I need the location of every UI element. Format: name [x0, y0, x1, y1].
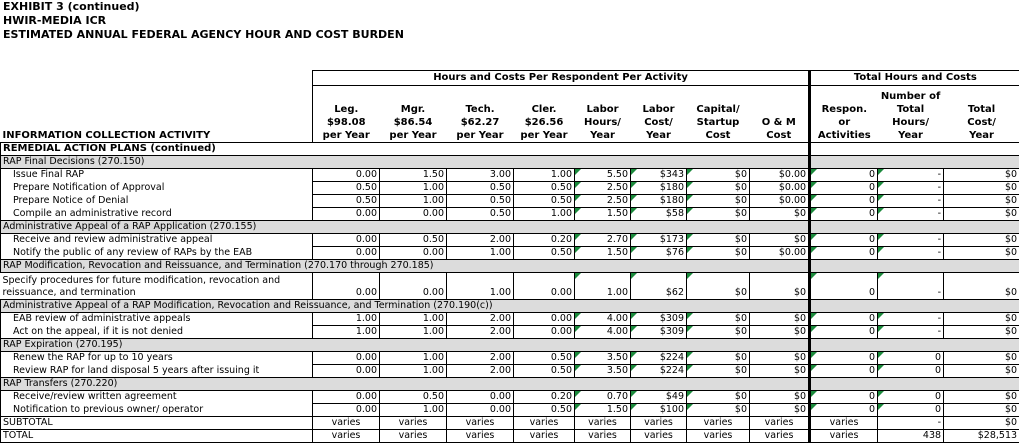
- column-header-line: Cost: [705, 130, 731, 141]
- cell-capital: $0: [687, 326, 750, 339]
- cell-leg: 0.00: [313, 247, 380, 260]
- column-header-line: Year: [646, 130, 671, 141]
- cell-labor-cost: varies: [631, 417, 687, 430]
- cell-total-cost: $0: [944, 234, 1019, 247]
- cell-cler: 0.50: [514, 247, 575, 260]
- cell-respon: varies: [810, 417, 878, 430]
- cell-leg: 0.00: [313, 352, 380, 365]
- activity-label: Compile an administrative record: [1, 208, 313, 221]
- section-total-cell: [810, 300, 1019, 313]
- column-header-line: $62.27: [460, 117, 500, 128]
- column-header-line: O & M: [761, 117, 796, 128]
- cell-labor-cost: $224: [631, 352, 687, 365]
- column-header-line: Mgr.: [400, 104, 426, 115]
- column-header-leg: [313, 86, 380, 143]
- column-header-labor-hours: [575, 86, 631, 143]
- cell-capital: $0: [687, 391, 750, 404]
- section-row: [1, 260, 1019, 273]
- cell-om: $0: [750, 313, 810, 326]
- cell-om: $0: [750, 391, 810, 404]
- total-row: [1, 417, 1019, 430]
- column-header-line: Hours/: [892, 117, 930, 128]
- section-total-cell: [810, 156, 1019, 169]
- table-row: [1, 352, 1019, 365]
- cell-capital: $0: [687, 247, 750, 260]
- cell-respon: varies: [810, 430, 878, 443]
- cell-leg: 0.50: [313, 195, 380, 208]
- column-header-line: Labor: [586, 104, 619, 115]
- column-header-line: per Year: [322, 130, 370, 141]
- cell-mgr: 1.00: [380, 404, 447, 417]
- activity-label: Renew the RAP for up to 10 years: [1, 352, 313, 365]
- column-header-labor-cost: [631, 86, 687, 143]
- cell-total-hours: 0: [878, 352, 944, 365]
- cell-mgr: 1.00: [380, 313, 447, 326]
- cell-labor-cost: $58: [631, 208, 687, 221]
- cell-labor-cost: $100: [631, 404, 687, 417]
- cell-cler: 0.00: [514, 273, 575, 300]
- cell-om: $0: [750, 365, 810, 378]
- cell-tech: 0.50: [447, 182, 514, 195]
- cell-labor-hours: 1.50: [575, 404, 631, 417]
- activity-label: Prepare Notice of Denial: [1, 195, 313, 208]
- section-label: RAP Transfers (270.220): [1, 378, 810, 391]
- cell-labor-hours: varies: [575, 430, 631, 443]
- cell-tech: 2.00: [447, 365, 514, 378]
- cell-mgr: 0.50: [380, 234, 447, 247]
- activity-label: Receive/review written agreement: [1, 391, 313, 404]
- cell-total-cost: $0: [944, 195, 1019, 208]
- cell-labor-hours: 0.70: [575, 391, 631, 404]
- table-row: [1, 247, 1019, 260]
- cell-respon: 0: [810, 404, 878, 417]
- cell-om: $0: [750, 208, 810, 221]
- cell-capital: $0: [687, 234, 750, 247]
- cell-labor-hours: varies: [575, 417, 631, 430]
- section-total-cell: [810, 260, 1019, 273]
- cell-total-cost: $28,513: [944, 430, 1019, 443]
- cell-labor-cost: $76: [631, 247, 687, 260]
- cell-cler: 0.00: [514, 326, 575, 339]
- cell-total-hours: 0: [878, 365, 944, 378]
- cell-om: $0: [750, 352, 810, 365]
- cell-respon: 0: [810, 208, 878, 221]
- cell-total-hours: -: [878, 234, 944, 247]
- cell-total-hours: 0: [878, 391, 944, 404]
- cell-respon: 0: [810, 195, 878, 208]
- table-row: [1, 208, 1019, 221]
- cell-om: $0: [750, 234, 810, 247]
- cell-capital: $0: [687, 404, 750, 417]
- cell-total-hours: 0: [878, 404, 944, 417]
- cell-cler: 0.50: [514, 352, 575, 365]
- section-row: [1, 339, 1019, 352]
- table-row: [1, 169, 1019, 182]
- cell-total-hours: -: [878, 182, 944, 195]
- cell-capital: $0: [687, 182, 750, 195]
- cell-respon: 0: [810, 313, 878, 326]
- cell-leg: 0.00: [313, 273, 380, 300]
- cell-mgr: varies: [380, 430, 447, 443]
- cell-leg: 1.00: [313, 326, 380, 339]
- cell-tech: 3.00: [447, 169, 514, 182]
- activity-label: Review RAP for land disposal 5 years after issuing it: [1, 365, 313, 378]
- cell-cler: varies: [514, 430, 575, 443]
- activity-label: SUBTOTAL: [1, 417, 313, 430]
- table-row: [1, 365, 1019, 378]
- table-row: [1, 313, 1019, 326]
- cell-om: $0.00: [750, 195, 810, 208]
- column-header-line: per Year: [520, 130, 568, 141]
- cell-capital: $0: [687, 365, 750, 378]
- column-header-total-hours: [878, 86, 944, 143]
- column-header-line: per Year: [389, 130, 437, 141]
- cell-labor-hours: 2.50: [575, 182, 631, 195]
- cell-cler: 0.50: [514, 195, 575, 208]
- column-header-line: Tech.: [465, 104, 495, 115]
- cell-tech: 2.00: [447, 352, 514, 365]
- cell-respon: 0: [810, 391, 878, 404]
- activity-column-header: INFORMATION COLLECTION ACTIVITY: [2, 130, 211, 141]
- cell-total-cost: $0: [944, 169, 1019, 182]
- cell-leg: varies: [313, 430, 380, 443]
- cell-leg: 0.00: [313, 208, 380, 221]
- activity-label: Notify the public of any review of RAPs by the EAB: [1, 247, 313, 260]
- activity-label: Act on the appeal, if it is not denied: [1, 326, 313, 339]
- cell-total-hours: -: [878, 273, 944, 300]
- cell-mgr: 0.00: [380, 247, 447, 260]
- column-header-line: Hours/: [584, 117, 621, 128]
- cell-total-cost: $0: [944, 182, 1019, 195]
- cell-respon: 0: [810, 182, 878, 195]
- cell-total-cost: $0: [944, 273, 1019, 300]
- cell-cler: 0.50: [514, 182, 575, 195]
- column-header-line: Year: [969, 130, 994, 141]
- column-header-om: [750, 86, 810, 143]
- column-header-line: $26.56: [524, 117, 564, 128]
- column-header-mgr: [380, 86, 447, 143]
- cell-total-hours: -: [878, 417, 944, 430]
- cell-tech: 0.00: [447, 391, 514, 404]
- column-header-line: $98.08: [326, 117, 366, 128]
- column-header-line: Cost/: [644, 117, 673, 128]
- column-header-line: Leg.: [334, 104, 359, 115]
- cell-labor-hours: 2.70: [575, 234, 631, 247]
- cell-total-hours: -: [878, 313, 944, 326]
- column-header-line: Startup: [696, 117, 740, 128]
- section-label: Administrative Appeal of a RAP Application (270.155): [1, 221, 810, 234]
- cell-mgr: varies: [380, 417, 447, 430]
- total-row: [1, 430, 1019, 443]
- cell-respon: 0: [810, 352, 878, 365]
- cell-total-hours: -: [878, 169, 944, 182]
- cell-leg: 1.00: [313, 313, 380, 326]
- cell-total-cost: $0: [944, 208, 1019, 221]
- cell-capital: varies: [687, 430, 750, 443]
- section-label: Administrative Appeal of a RAP Modification, Revocation and Reissuance, and Termination (270.190(c)): [1, 300, 810, 313]
- section-row: [1, 300, 1019, 313]
- column-header-line: $86.54: [393, 117, 433, 128]
- cell-respon: 0: [810, 326, 878, 339]
- cell-capital: $0: [687, 169, 750, 182]
- section-row: [1, 156, 1019, 169]
- column-header-line: Cost/: [967, 117, 996, 128]
- column-header-line: Year: [898, 130, 923, 141]
- cell-leg: 0.00: [313, 234, 380, 247]
- cell-labor-hours: 1.50: [575, 208, 631, 221]
- section-total-cell: [810, 339, 1019, 352]
- column-header-respon: [810, 86, 878, 143]
- cell-mgr: 1.00: [380, 352, 447, 365]
- cell-respon: 0: [810, 273, 878, 300]
- activity-label: EAB review of administrative appeals: [1, 313, 313, 326]
- activity-label: TOTAL: [1, 430, 313, 443]
- cell-mgr: 1.00: [380, 326, 447, 339]
- section-label: RAP Final Decisions (270.150): [1, 156, 810, 169]
- cell-labor-cost: $343: [631, 169, 687, 182]
- cell-labor-cost: $180: [631, 195, 687, 208]
- cell-total-cost: $0: [944, 326, 1019, 339]
- cell-tech: 1.00: [447, 273, 514, 300]
- column-header-line: Total: [967, 104, 996, 115]
- cell-total-hours: -: [878, 247, 944, 260]
- cell-total-cost: $0: [944, 247, 1019, 260]
- table-row: [1, 404, 1019, 417]
- table-row: [1, 273, 1019, 300]
- column-header-total-cost: [944, 86, 1019, 143]
- cell-leg: 0.50: [313, 182, 380, 195]
- column-header-tech: [447, 86, 514, 143]
- cell-tech: 2.00: [447, 326, 514, 339]
- cell-tech: 1.00: [447, 247, 514, 260]
- cell-labor-hours: 3.50: [575, 365, 631, 378]
- cell-tech: varies: [447, 417, 514, 430]
- activity-label: Prepare Notification of Approval: [1, 182, 313, 195]
- activity-label: Specify procedures for future modification, revocation and reissuance, and termination: [2, 275, 281, 298]
- column-header-line: Year: [590, 130, 615, 141]
- column-header-line: Total: [896, 104, 925, 115]
- cell-cler: 0.00: [514, 313, 575, 326]
- cell-labor-hours: 4.00: [575, 326, 631, 339]
- cell-leg: 0.00: [313, 365, 380, 378]
- cell-total-hours: -: [878, 195, 944, 208]
- cell-mgr: 1.50: [380, 169, 447, 182]
- activity-label: Receive and review administrative appeal: [1, 234, 313, 247]
- cell-respon: 0: [810, 247, 878, 260]
- cell-om: varies: [750, 430, 810, 443]
- cell-leg: 0.00: [313, 169, 380, 182]
- cell-cler: 1.00: [514, 169, 575, 182]
- cell-capital: $0: [687, 208, 750, 221]
- cell-capital: varies: [687, 417, 750, 430]
- cell-om: $0: [750, 326, 810, 339]
- cell-om: $0.00: [750, 169, 810, 182]
- column-header-line: Capital/: [696, 104, 740, 115]
- cell-respon: 0: [810, 234, 878, 247]
- column-header-line: Cost: [766, 130, 792, 141]
- column-header-line: Number of: [880, 91, 941, 102]
- cell-capital: $0: [687, 352, 750, 365]
- column-header-line: Labor: [642, 104, 675, 115]
- cell-total-cost: $0: [944, 417, 1019, 430]
- cell-tech: varies: [447, 430, 514, 443]
- section-total-cell: [810, 221, 1019, 234]
- cell-total-hours: -: [878, 208, 944, 221]
- column-header-capital: [687, 86, 750, 143]
- cell-total-cost: $0: [944, 352, 1019, 365]
- cell-total-cost: $0: [944, 313, 1019, 326]
- table-row: [1, 326, 1019, 339]
- cell-mgr: 0.00: [380, 273, 447, 300]
- table-row: [1, 182, 1019, 195]
- cell-mgr: 1.00: [380, 195, 447, 208]
- cell-labor-hours: 5.50: [575, 169, 631, 182]
- cell-labor-cost: $49: [631, 391, 687, 404]
- cell-labor-cost: $180: [631, 182, 687, 195]
- section-label: RAP Expiration (270.195): [1, 339, 810, 352]
- cell-om: $0.00: [750, 182, 810, 195]
- cell-labor-cost: $62: [631, 273, 687, 300]
- section-total-cell: [810, 378, 1019, 391]
- burden-table: [0, 70, 1019, 443]
- cell-tech: 2.00: [447, 234, 514, 247]
- column-header-line: Respon.: [821, 104, 867, 115]
- cell-labor-cost: $309: [631, 326, 687, 339]
- cell-om: $0: [750, 273, 810, 300]
- cell-tech: 0.50: [447, 208, 514, 221]
- cell-total-cost: $0: [944, 365, 1019, 378]
- cell-labor-hours: 1.50: [575, 247, 631, 260]
- total-group-header: Total Hours and Costs: [810, 71, 1019, 86]
- cell-capital: $0: [687, 273, 750, 300]
- cell-capital: $0: [687, 195, 750, 208]
- cell-cler: 0.50: [514, 365, 575, 378]
- section-row: [1, 221, 1019, 234]
- cell-cler: 1.00: [514, 208, 575, 221]
- cell-cler: 0.50: [514, 404, 575, 417]
- cell-tech: 0.50: [447, 195, 514, 208]
- cell-total-hours: 438: [878, 430, 944, 443]
- cell-labor-cost: varies: [631, 430, 687, 443]
- cell-respon: 0: [810, 365, 878, 378]
- exhibit-title: EXHIBIT 3 (continued): [3, 0, 140, 13]
- cell-labor-cost: $224: [631, 365, 687, 378]
- cell-labor-hours: 3.50: [575, 352, 631, 365]
- cell-om: $0: [750, 404, 810, 417]
- cell-mgr: 0.50: [380, 391, 447, 404]
- cell-labor-cost: $309: [631, 313, 687, 326]
- cell-total-cost: $0: [944, 391, 1019, 404]
- column-header-line: or: [838, 117, 851, 128]
- section-row: [1, 378, 1019, 391]
- activity-label: Issue Final RAP: [1, 169, 313, 182]
- column-header-cler: [514, 86, 575, 143]
- cell-mgr: 1.00: [380, 365, 447, 378]
- cell-cler: 0.20: [514, 391, 575, 404]
- cell-labor-hours: 1.00: [575, 273, 631, 300]
- cell-leg: 0.00: [313, 391, 380, 404]
- cell-capital: $0: [687, 313, 750, 326]
- column-header-line: Cler.: [531, 104, 557, 115]
- cell-tech: 2.00: [447, 313, 514, 326]
- cell-mgr: 0.00: [380, 208, 447, 221]
- cell-labor-cost: $173: [631, 234, 687, 247]
- cell-total-hours: -: [878, 326, 944, 339]
- cell-respon: 0: [810, 169, 878, 182]
- cell-labor-hours: 4.00: [575, 313, 631, 326]
- cell-mgr: 1.00: [380, 182, 447, 195]
- cell-total-cost: $0: [944, 404, 1019, 417]
- cell-leg: varies: [313, 417, 380, 430]
- burden-title: ESTIMATED ANNUAL FEDERAL AGENCY HOUR AND COST BURDEN: [3, 28, 404, 41]
- activity-label: Notification to previous owner/ operator: [1, 404, 313, 417]
- section-title: REMEDIAL ACTION PLANS (continued): [1, 143, 810, 156]
- cell-cler: varies: [514, 417, 575, 430]
- cell-labor-hours: 2.50: [575, 195, 631, 208]
- cell-cler: 0.20: [514, 234, 575, 247]
- table-row: [1, 234, 1019, 247]
- table-row: [1, 195, 1019, 208]
- cell-om: varies: [750, 417, 810, 430]
- cell-om: $0.00: [750, 247, 810, 260]
- section-label: RAP Modification, Revocation and Reissuance, and Termination (270.170 through 270.185): [1, 260, 810, 273]
- icr-title: HWIR-MEDIA ICR: [3, 14, 107, 27]
- table-row: [1, 391, 1019, 404]
- column-header-line: Activities: [817, 130, 871, 141]
- cell-tech: 0.00: [447, 404, 514, 417]
- cell-leg: 0.00: [313, 404, 380, 417]
- column-header-line: per Year: [456, 130, 504, 141]
- per-respondent-group-header: Hours and Costs Per Respondent Per Activity: [313, 71, 810, 86]
